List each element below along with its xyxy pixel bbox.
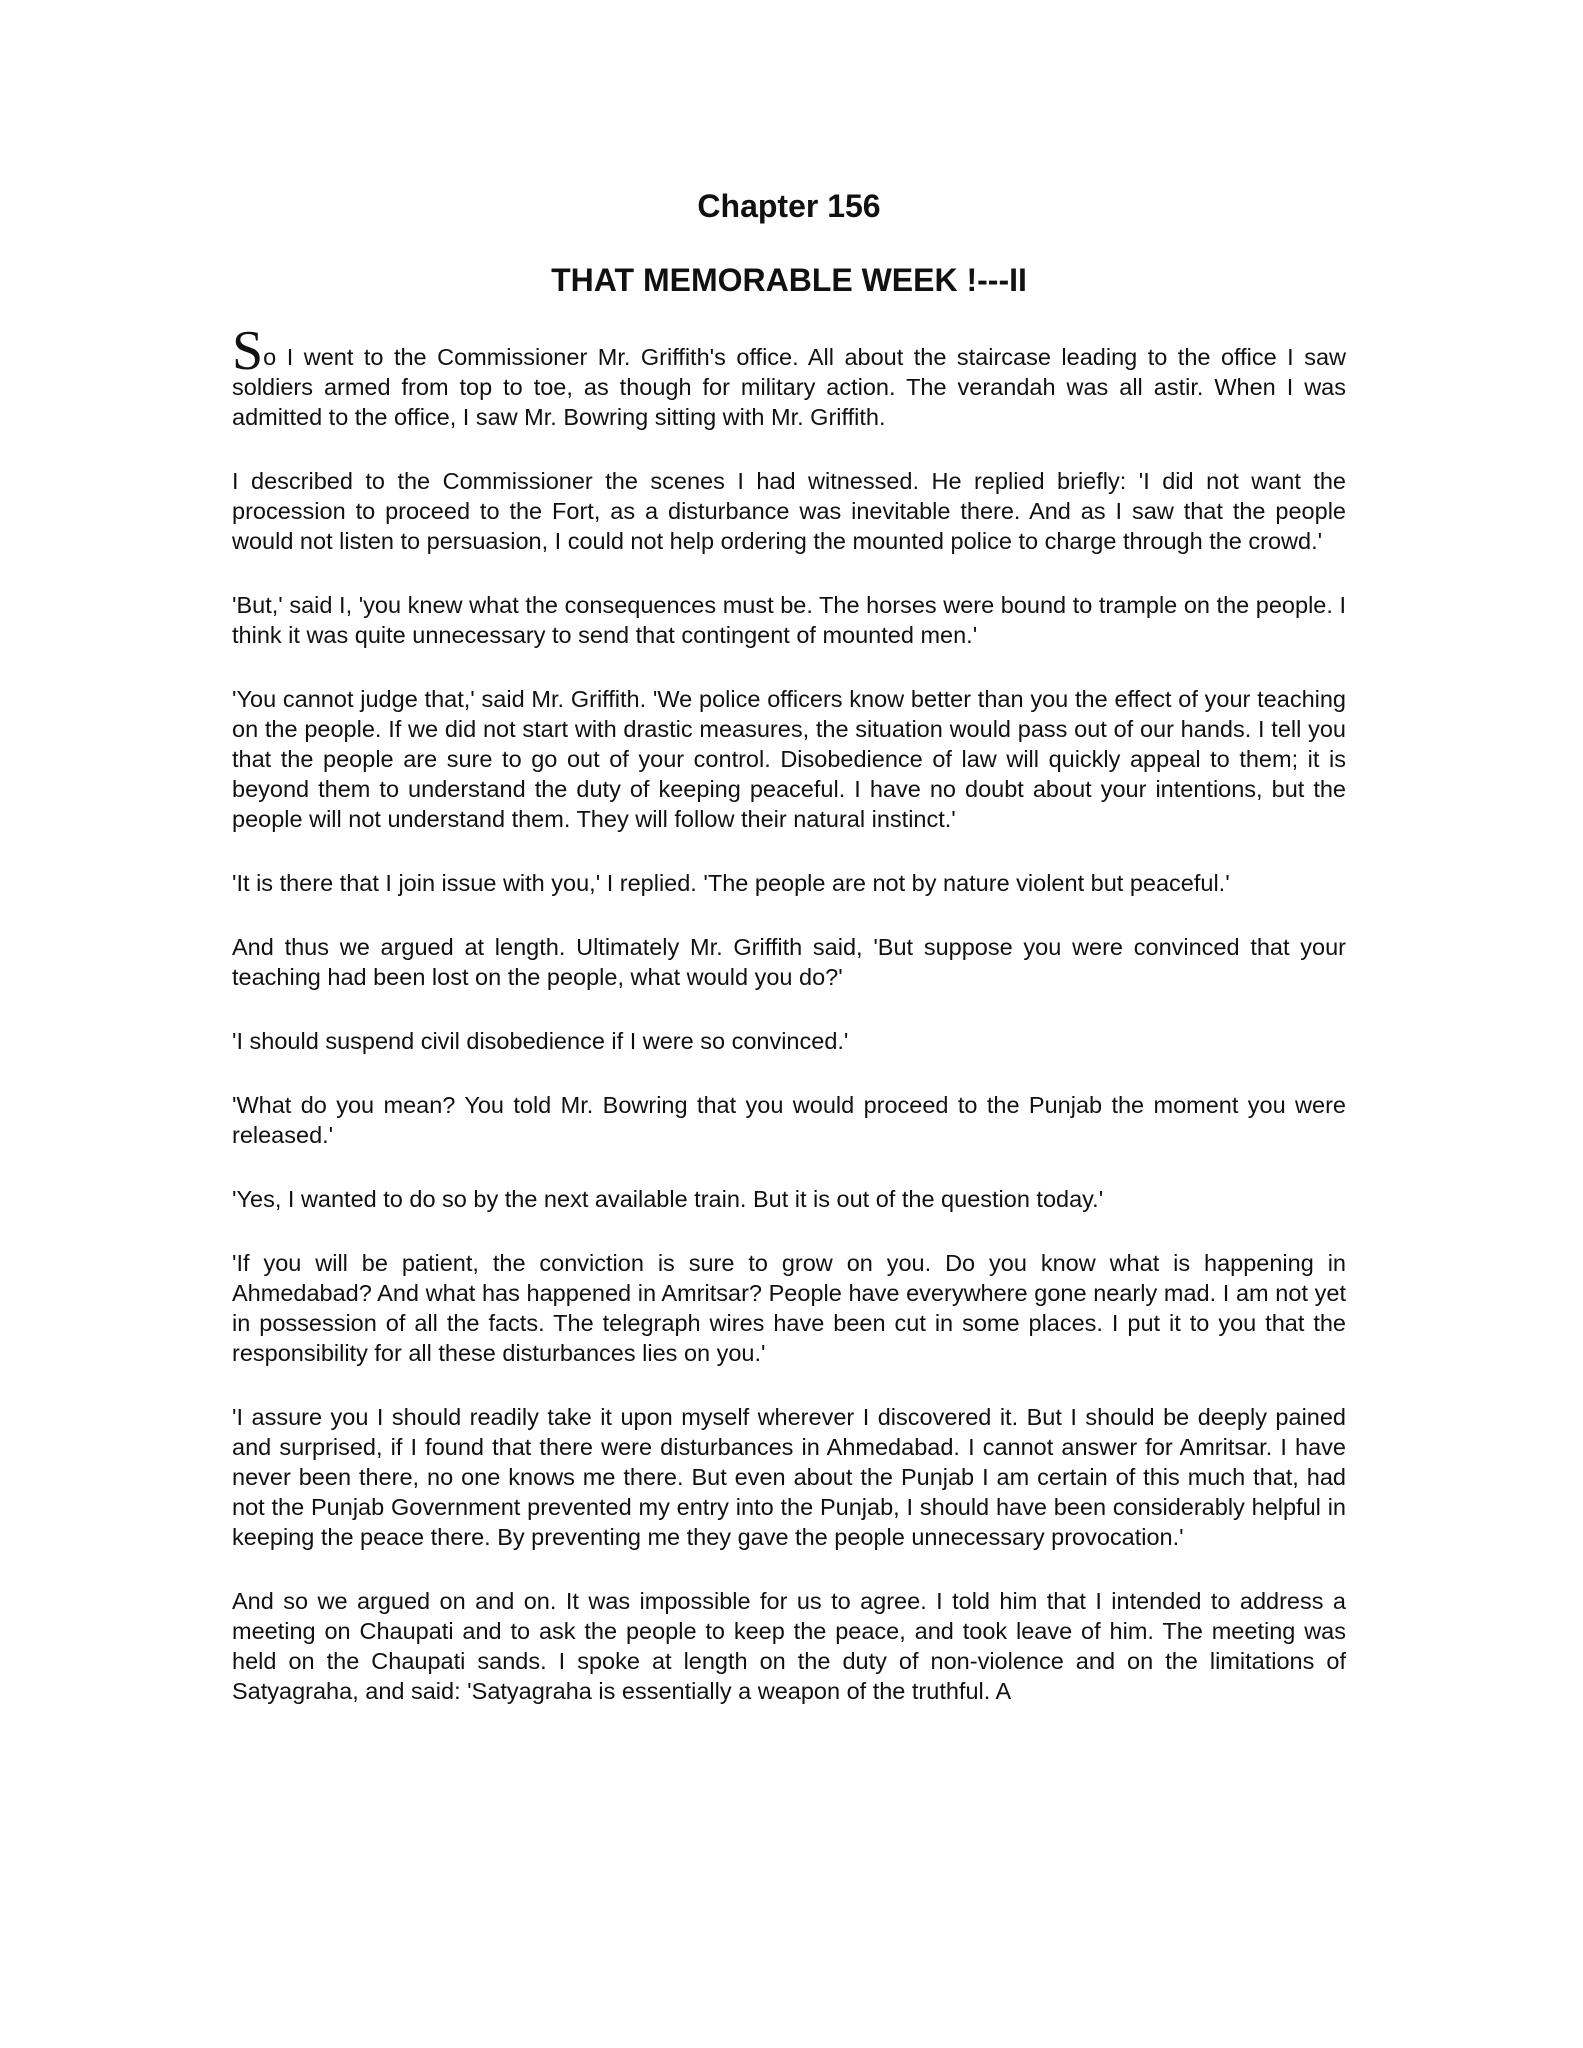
chapter-title: THAT MEMORABLE WEEK !---II xyxy=(551,262,1027,298)
paragraph-8: 'What do you mean? You told Mr. Bowring that you would proceed to the Punjab the moment you were released.' xyxy=(232,1092,1346,1148)
chapter-body xyxy=(232,320,1346,1706)
paragraph-10: 'If you will be patient, the conviction is sure to grow on you. Do you know what is happening in Ahmedabad? And what has happened in Amritsar? People have everywhere gone nearly mad. I am not yet in possession of all the facts. The telegraph wires have been cut in some places. I put it to you that the responsibility for all these disturbances lies on you.' xyxy=(232,1250,1346,1366)
paragraph-9: 'Yes, I wanted to do so by the next available train. But it is out of the question today.' xyxy=(232,1186,1104,1212)
chapter-number: Chapter 156 xyxy=(697,188,881,224)
paragraph-6: And thus we argued at length. Ultimately Mr. Griffith said, 'But suppose you were convinced that your teaching had been lost on the people, what would you do?' xyxy=(232,934,1346,990)
drop-cap: S xyxy=(232,320,264,382)
paragraph-1 xyxy=(232,320,1346,432)
paragraph-5: 'It is there that I join issue with you,' I replied. 'The people are not by nature violent but peaceful.' xyxy=(232,870,1230,896)
paragraph-11: 'I assure you I should readily take it upon myself wherever I discovered it. But I should be deeply pained and surprised, if I found that there were disturbances in Ahmedabad. I cannot answer for Amritsar. I have never been there, no one knows me there. But even about the Punjab I am certain of this much that, had not the Punjab Government prevented my entry into the Punjab, I should have been considerably helpful in keeping the peace there. By preventing me they gave the people unnecessary provocation.' xyxy=(232,1404,1346,1550)
paragraph-12: And so we argued on and on. It was impossible for us to agree. I told him that I intended to address a meeting on Chaupati and to ask the people to keep the peace, and took leave of him. The meeting was held on the Chaupati sands. I spoke at length on the duty of non-violence and on the limitations of Satyagraha, and said: 'Satyagraha is essentially a weapon of the truthful. A xyxy=(232,1588,1346,1704)
paragraph-2: I described to the Commissioner the scenes I had witnessed. He replied briefly: 'I did not want the procession to proceed to the Fort, as a disturbance was inevitable there. And as I saw that the people would not listen to persuasion, I could not help ordering the mounted police to charge through the crowd.' xyxy=(232,468,1346,554)
paragraph-1-text: o I went to the Commissioner Mr. Griffith's office. All about the staircase leading to the office I saw soldiers armed from top to toe, as though for military action. The verandah was all astir. When I was admitted to the office, I saw Mr. Bowring sitting with Mr. Griffith. xyxy=(232,344,1346,430)
page-content xyxy=(232,180,1346,1740)
paragraph-4: 'You cannot judge that,' said Mr. Griffith. 'We police officers know better than you the effect of your teaching on the people. If we did not start with drastic measures, the situation would pass out of our hands. I tell you that the people are sure to go out of your control. Disobedience of law will quickly appeal to them; it is beyond them to understand the duty of keeping peaceful. I have no doubt about your intentions, but the people will not understand them. They will follow their natural instinct.' xyxy=(232,686,1346,832)
paragraph-7: 'I should suspend civil disobedience if I were so convinced.' xyxy=(232,1028,849,1054)
paragraph-3: 'But,' said I, 'you knew what the consequences must be. The horses were bound to trample on the people. I think it was quite unnecessary to send that contingent of mounted men.' xyxy=(232,592,1346,648)
